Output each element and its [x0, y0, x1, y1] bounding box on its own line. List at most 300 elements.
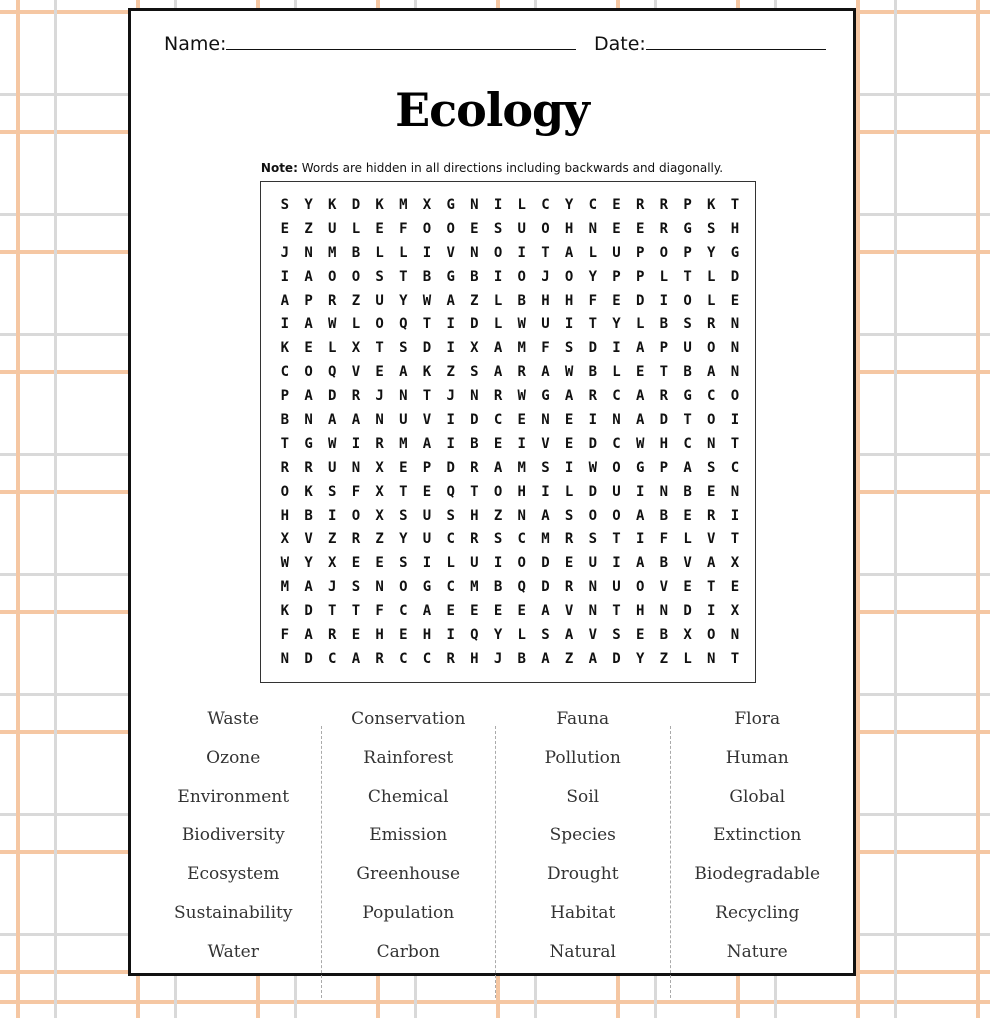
- grid-letter: E: [470, 220, 479, 237]
- grid-letter: O: [588, 507, 597, 524]
- grid-letter: C: [446, 579, 455, 596]
- grid-letter: E: [375, 555, 384, 572]
- grid-letter: Z: [659, 650, 669, 667]
- grid-letter: X: [422, 197, 432, 213]
- grid-letter: R: [351, 388, 361, 405]
- grid-letter: V: [446, 244, 455, 261]
- grid-letter: C: [328, 650, 337, 667]
- grid-letter: R: [707, 316, 716, 333]
- grid-letter: T: [328, 603, 337, 620]
- grid-letter: S: [564, 507, 574, 524]
- word-list-item: Sustainability: [174, 902, 293, 923]
- grid-letter: H: [659, 435, 669, 452]
- grid-letter: I: [730, 507, 740, 524]
- date-field[interactable]: [594, 31, 826, 55]
- grid-letter: C: [707, 388, 716, 405]
- grid-letter: D: [328, 388, 337, 405]
- grid-letter: A: [564, 388, 574, 405]
- grid-letter: F: [659, 531, 669, 548]
- grid-letter: F: [351, 483, 361, 500]
- grid-letter: L: [328, 340, 337, 357]
- grid-letter: N: [730, 316, 740, 333]
- grid-letter: E: [470, 603, 479, 620]
- grid-letter: S: [588, 531, 597, 548]
- grid-letter: L: [588, 244, 597, 261]
- word-list-item: Global: [729, 786, 786, 807]
- grid-letter: L: [707, 268, 716, 285]
- grid-letter: S: [683, 316, 692, 333]
- grid-letter: E: [683, 579, 692, 596]
- grid-letter: R: [517, 364, 526, 381]
- grid-letter: N: [730, 483, 740, 500]
- grid-letter: N: [470, 388, 479, 405]
- grid-letter: M: [517, 459, 526, 476]
- grid-letter: A: [422, 603, 432, 620]
- grid-letter: U: [422, 507, 432, 524]
- grid-letter: X: [375, 483, 384, 500]
- grid-letter: T: [683, 268, 692, 285]
- grid-letter: L: [517, 627, 526, 644]
- grid-letter: U: [422, 531, 432, 548]
- grid-letter: W: [588, 459, 597, 476]
- word-list-item: Ecosystem: [187, 864, 280, 885]
- grid-letter: B: [659, 627, 669, 644]
- grid-letter: I: [635, 483, 645, 500]
- word-column: [495, 709, 670, 998]
- grid-letter: R: [446, 650, 455, 667]
- word-list-item: Species: [549, 825, 616, 846]
- grid-letter: N: [541, 412, 550, 429]
- grid-letter: O: [517, 268, 526, 285]
- grid-letter: X: [730, 603, 740, 620]
- grid-letter: O: [541, 220, 550, 237]
- grid-letter: G: [730, 244, 740, 261]
- grid-letter: S: [707, 220, 716, 237]
- grid-letter: A: [493, 340, 503, 357]
- grid-letter: Q: [328, 364, 337, 381]
- grid-letter: D: [635, 292, 645, 309]
- grid-letter: K: [707, 197, 716, 213]
- grid-letter: A: [304, 316, 313, 333]
- grid-letter: Y: [399, 292, 408, 309]
- grid-letter: A: [493, 364, 503, 381]
- grid-letter: D: [730, 268, 740, 285]
- grid-letter: N: [659, 483, 669, 500]
- grid-letter: D: [541, 555, 550, 572]
- grid-letter: S: [541, 459, 550, 476]
- grid-letter: E: [564, 555, 574, 572]
- grid-letter: W: [328, 316, 337, 333]
- grid-letter: C: [446, 531, 455, 548]
- grid-letter: V: [659, 579, 669, 596]
- grid-letter: Z: [304, 220, 313, 237]
- date-label: Date:: [594, 33, 646, 55]
- grid-letter: A: [635, 340, 645, 357]
- grid-letter: B: [588, 364, 597, 381]
- grid-letter: I: [493, 268, 503, 285]
- grid-letter: A: [304, 388, 313, 405]
- grid-letter: L: [399, 244, 408, 261]
- grid-letter: R: [375, 435, 384, 452]
- grid-letter: T: [422, 316, 432, 333]
- grid-letter: B: [517, 650, 526, 667]
- grid-letter: S: [707, 459, 716, 476]
- grid-letter: T: [683, 412, 692, 429]
- grid-letter: A: [351, 412, 361, 429]
- grid-letter: T: [470, 483, 479, 500]
- grid-letter: A: [328, 412, 337, 429]
- grid-letter: R: [470, 531, 479, 548]
- note-label: Note:: [260, 161, 298, 175]
- grid-letter: N: [304, 244, 313, 261]
- grid-letter: D: [683, 603, 692, 620]
- grid-letter: O: [707, 627, 716, 644]
- grid-letter: T: [375, 340, 384, 357]
- grid-letter: O: [635, 579, 645, 596]
- grid-letter: L: [707, 292, 716, 309]
- grid-letter: T: [280, 435, 290, 452]
- word-list-item: Pollution: [544, 747, 621, 768]
- grid-letter: T: [730, 197, 740, 213]
- grid-letter: H: [470, 507, 479, 524]
- grid-letter: E: [399, 459, 408, 476]
- grid-letter: S: [446, 507, 455, 524]
- grid-letter: B: [493, 579, 503, 596]
- grid-letter: T: [730, 531, 740, 548]
- grid-letter: M: [280, 579, 290, 596]
- grid-letter: E: [422, 483, 432, 500]
- grid-letter: R: [280, 459, 290, 476]
- grid-letter: I: [328, 507, 337, 524]
- grid-letter: K: [422, 364, 432, 381]
- grid-letter: X: [730, 555, 740, 572]
- grid-letter: S: [280, 197, 290, 213]
- grid-letter: H: [422, 627, 432, 644]
- grid-letter: O: [612, 459, 621, 476]
- word-list-item: Water: [207, 941, 259, 962]
- grid-letter: L: [683, 531, 692, 548]
- grid-letter: X: [351, 340, 361, 357]
- grid-letter: I: [493, 197, 503, 213]
- grid-letter: T: [730, 650, 740, 667]
- letter-grid-box: [260, 181, 756, 683]
- grid-letter: E: [304, 340, 313, 357]
- grid-letter: O: [730, 388, 740, 405]
- grid-letter: T: [707, 579, 716, 596]
- grid-letter: R: [328, 292, 337, 309]
- grid-letter: E: [517, 603, 526, 620]
- grid-letter: G: [635, 459, 645, 476]
- grid-letter: E: [730, 579, 740, 596]
- grid-letter: P: [659, 340, 669, 357]
- grid-letter: I: [730, 412, 740, 429]
- instructions-note: [131, 161, 853, 175]
- grid-letter: D: [612, 650, 621, 667]
- grid-letter: L: [446, 555, 455, 572]
- grid-letter: N: [730, 364, 740, 381]
- grid-letter: C: [399, 650, 408, 667]
- grid-letter: K: [280, 603, 290, 620]
- grid-letter: H: [375, 627, 384, 644]
- grid-letter: D: [659, 412, 669, 429]
- grid-letter: Z: [375, 531, 384, 548]
- grid-letter: C: [493, 412, 503, 429]
- grid-letter: W: [517, 316, 526, 333]
- grid-letter: E: [564, 435, 574, 452]
- grid-letter: G: [541, 388, 550, 405]
- name-blank-line[interactable]: [226, 31, 576, 50]
- grid-letter: I: [659, 292, 669, 309]
- grid-letter: E: [446, 603, 455, 620]
- word-list-item: Habitat: [550, 902, 616, 923]
- grid-letter: U: [612, 483, 621, 500]
- word-list-item: Population: [362, 902, 455, 923]
- grid-letter: Z: [446, 364, 455, 381]
- name-label: Name:: [164, 33, 227, 55]
- word-column: [670, 709, 845, 998]
- grid-letter: L: [375, 244, 384, 261]
- grid-letter: V: [422, 412, 432, 429]
- grid-letter: O: [493, 483, 503, 500]
- grid-letter: S: [541, 627, 550, 644]
- grid-letter: V: [707, 531, 716, 548]
- grid-letter: M: [399, 435, 408, 452]
- grid-letter: L: [612, 364, 621, 381]
- grid-letter: D: [541, 579, 550, 596]
- grid-letter: Z: [470, 292, 479, 309]
- grid-letter: U: [612, 579, 621, 596]
- grid-letter: O: [612, 507, 621, 524]
- grid-letter: N: [659, 603, 669, 620]
- grid-letter: L: [351, 316, 361, 333]
- grid-letter: S: [399, 507, 408, 524]
- grid-letter: I: [446, 316, 455, 333]
- grid-letter: N: [375, 412, 384, 429]
- grid-letter: O: [707, 340, 716, 357]
- grid-letter: L: [493, 316, 503, 333]
- grid-letter: E: [375, 364, 384, 381]
- grid-letter: P: [304, 292, 313, 309]
- grid-letter: B: [683, 364, 692, 381]
- grid-letter: S: [564, 340, 574, 357]
- grid-letter: N: [280, 650, 290, 667]
- grid-letter: A: [564, 244, 574, 261]
- grid-letter: F: [541, 340, 550, 357]
- grid-letter: V: [683, 555, 692, 572]
- grid-letter: I: [280, 268, 290, 285]
- word-list-item: Extinction: [713, 825, 802, 846]
- grid-letter: E: [635, 220, 645, 237]
- grid-letter: H: [541, 292, 550, 309]
- grid-letter: I: [493, 555, 503, 572]
- grid-letter: A: [541, 650, 550, 667]
- grid-letter: P: [635, 268, 645, 285]
- grid-letter: S: [375, 268, 384, 285]
- grid-letter: D: [588, 340, 597, 357]
- grid-letter: E: [493, 603, 503, 620]
- grid-letter: A: [635, 507, 645, 524]
- grid-letter: I: [446, 435, 455, 452]
- grid-letter: O: [707, 412, 716, 429]
- grid-letter: Y: [635, 650, 645, 667]
- word-list-item: Biodegradable: [694, 864, 821, 885]
- grid-letter: D: [588, 483, 597, 500]
- date-blank-line[interactable]: [646, 31, 826, 50]
- grid-letter: Y: [707, 244, 716, 261]
- grid-letter: O: [659, 244, 669, 261]
- grid-letter: O: [328, 268, 337, 285]
- grid-letter: I: [588, 412, 597, 429]
- grid-letter: T: [422, 388, 432, 405]
- grid-letter: D: [351, 197, 361, 213]
- word-bank: [146, 706, 844, 966]
- grid-letter: Z: [564, 650, 574, 667]
- grid-letter: N: [588, 603, 597, 620]
- grid-letter: O: [564, 268, 574, 285]
- grid-letter: V: [541, 435, 550, 452]
- grid-letter: I: [446, 412, 455, 429]
- grid-letter: S: [328, 483, 337, 500]
- grid-letter: F: [399, 220, 408, 237]
- grid-letter: P: [612, 268, 621, 285]
- grid-letter: B: [517, 292, 526, 309]
- grid-letter: S: [470, 364, 479, 381]
- grid-letter: H: [730, 220, 740, 237]
- grid-letter: C: [612, 435, 621, 452]
- grid-letter: X: [470, 340, 479, 357]
- grid-letter: Y: [399, 531, 408, 548]
- grid-letter: Y: [304, 197, 313, 213]
- grid-letter: A: [541, 364, 550, 381]
- grid-letter: M: [517, 340, 526, 357]
- grid-letter: E: [493, 435, 503, 452]
- grid-letter: W: [328, 435, 337, 452]
- word-list-item: Human: [725, 747, 789, 768]
- grid-letter: X: [328, 555, 337, 572]
- grid-letter: E: [635, 627, 645, 644]
- grid-letter: X: [375, 459, 384, 476]
- word-list-item: Natural: [549, 941, 616, 962]
- grid-letter: M: [328, 244, 337, 261]
- word-list-item: Biodiversity: [181, 825, 285, 846]
- grid-letter: U: [588, 555, 597, 572]
- grid-letter: C: [517, 531, 526, 548]
- grid-letter: W: [517, 388, 526, 405]
- grid-letter: E: [683, 507, 692, 524]
- grid-letter: E: [707, 483, 716, 500]
- grid-letter: G: [683, 388, 692, 405]
- grid-letter: E: [564, 412, 574, 429]
- grid-letter: N: [730, 340, 740, 357]
- grid-letter: P: [659, 459, 669, 476]
- grid-letter: N: [588, 579, 597, 596]
- grid-letter: Y: [493, 627, 503, 644]
- grid-letter: A: [399, 364, 408, 381]
- grid-letter: T: [588, 316, 597, 333]
- grid-letter: R: [635, 197, 645, 213]
- grid-letter: N: [375, 579, 384, 596]
- grid-letter: N: [730, 627, 740, 644]
- grid-letter: N: [707, 650, 716, 667]
- grid-letter: J: [493, 650, 503, 667]
- grid-letter: P: [422, 459, 432, 476]
- grid-letter: Y: [612, 316, 621, 333]
- grid-letter: N: [588, 220, 597, 237]
- grid-letter: K: [304, 483, 313, 500]
- grid-letter: M: [399, 197, 408, 213]
- word-list-item: Drought: [546, 864, 619, 885]
- grid-letter: T: [351, 603, 361, 620]
- grid-letter: I: [707, 603, 716, 620]
- grid-letter: K: [375, 197, 384, 213]
- grid-letter: P: [280, 388, 290, 405]
- grid-letter: L: [683, 650, 692, 667]
- grid-letter: A: [635, 412, 645, 429]
- grid-letter: N: [707, 435, 716, 452]
- grid-letter: I: [564, 459, 574, 476]
- grid-letter: A: [588, 650, 597, 667]
- grid-letter: A: [683, 459, 692, 476]
- grid-letter: D: [304, 650, 313, 667]
- grid-letter: I: [446, 627, 455, 644]
- grid-letter: I: [612, 555, 621, 572]
- grid-letter: N: [517, 507, 526, 524]
- grid-letter: I: [422, 555, 432, 572]
- grid-letter: J: [328, 579, 337, 596]
- grid-letter: T: [399, 483, 408, 500]
- grid-letter: J: [541, 268, 550, 285]
- grid-letter: A: [635, 555, 645, 572]
- name-field[interactable]: [164, 31, 576, 55]
- grid-letter: O: [280, 483, 290, 500]
- grid-letter: A: [446, 292, 455, 309]
- grid-letter: M: [470, 579, 479, 596]
- grid-letter: B: [659, 555, 669, 572]
- grid-letter: H: [280, 507, 290, 524]
- word-list-item: Ozone: [206, 747, 261, 768]
- grid-letter: Z: [351, 292, 361, 309]
- grid-letter: R: [588, 388, 597, 405]
- grid-letter: Q: [399, 316, 408, 333]
- grid-letter: S: [493, 531, 503, 548]
- grid-letter: I: [541, 483, 550, 500]
- grid-letter: Y: [304, 555, 313, 572]
- grid-letter: L: [659, 268, 669, 285]
- grid-letter: D: [304, 603, 313, 620]
- worksheet: [128, 8, 856, 976]
- grid-letter: W: [635, 435, 645, 452]
- grid-letter: U: [399, 412, 408, 429]
- grid-letter: T: [399, 268, 408, 285]
- grid-letter: O: [304, 364, 313, 381]
- grid-letter: E: [280, 220, 290, 237]
- grid-letter: G: [446, 197, 455, 213]
- grid-letter: Y: [588, 268, 597, 285]
- grid-letter: C: [588, 197, 597, 213]
- grid-letter: H: [470, 650, 479, 667]
- grid-letter: O: [493, 244, 503, 261]
- grid-letter: R: [328, 627, 337, 644]
- grid-letter: A: [422, 435, 432, 452]
- grid-letter: A: [304, 579, 313, 596]
- grid-letter: C: [280, 364, 290, 381]
- note-text: Words are hidden in all directions including backwards and diagonally.: [297, 161, 724, 175]
- grid-letter: S: [612, 627, 621, 644]
- grid-letter: V: [351, 364, 361, 381]
- grid-letter: C: [399, 603, 408, 620]
- grid-letter: S: [493, 220, 503, 237]
- grid-letter: N: [612, 412, 621, 429]
